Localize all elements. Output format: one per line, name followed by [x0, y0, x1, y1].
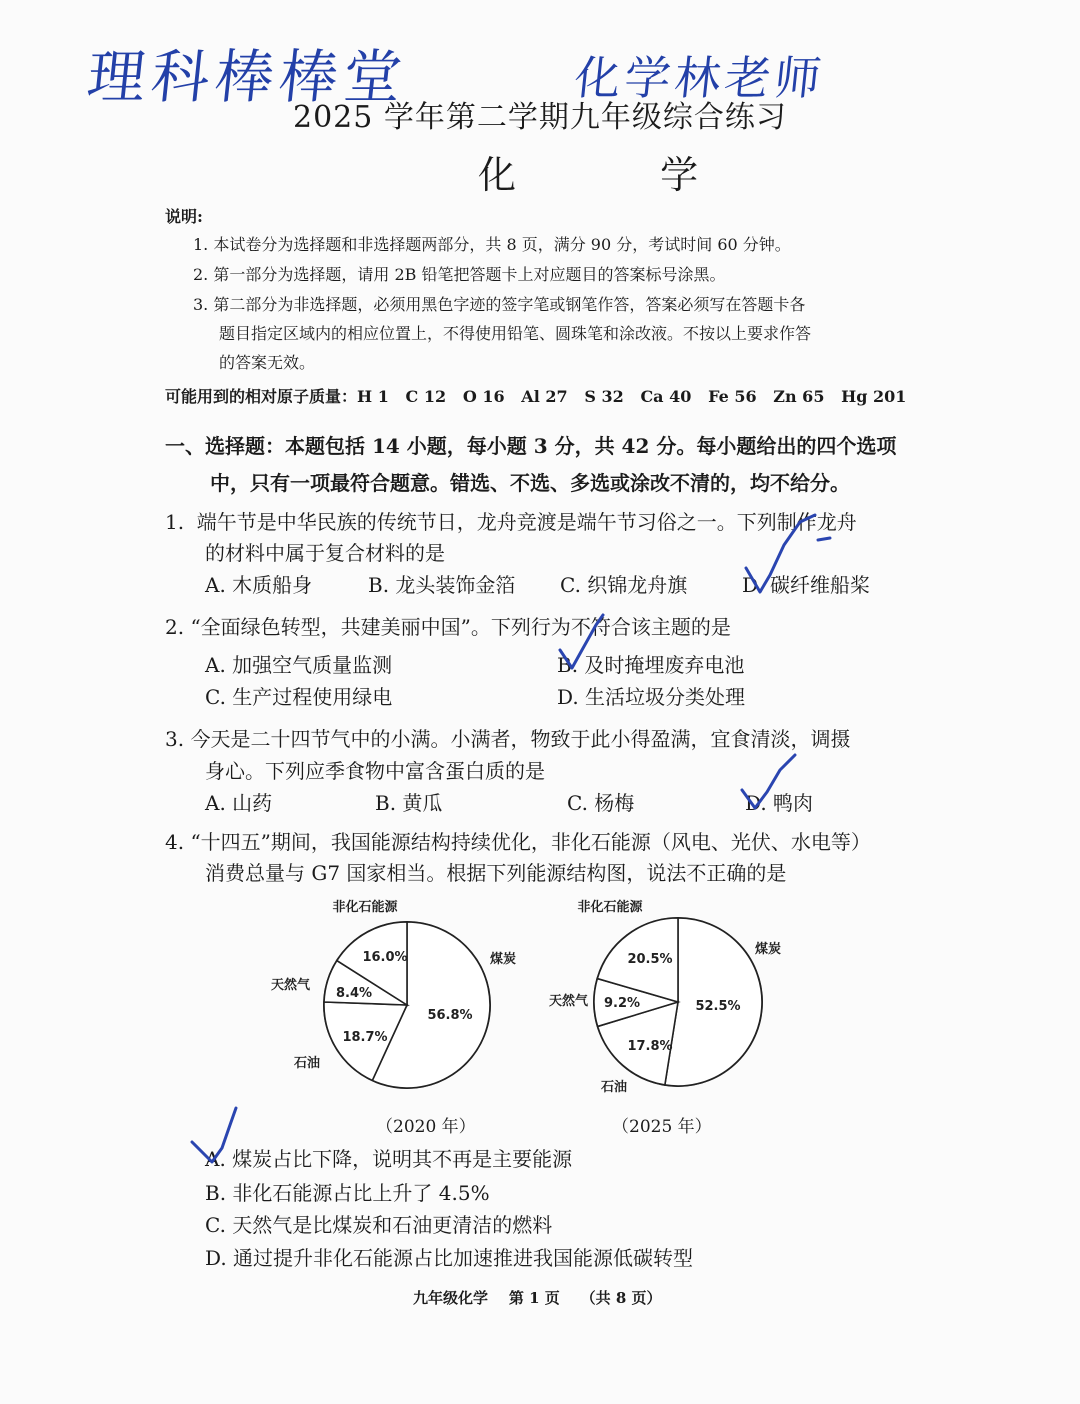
pie-value-label: 20.5% [627, 952, 673, 967]
pie-chart-2020 [270, 895, 520, 1105]
question-2-stem: 2. “全面绿色转型，共建美丽中国”。下列行为不符合该主题的是 [165, 615, 731, 639]
subject-title: 化 学 [478, 153, 739, 197]
question-3-stem: 3. 今天是二十四节气中的小满。小满者，物致于此小得盈满，宜食清淡，调摄 [165, 727, 851, 751]
q4-option-a: A. 煤炭占比下降，说明其不再是主要能源 [205, 1147, 573, 1171]
notes-item-3-cont: 题目指定区域内的相应位置上，不得使用铅笔、圆珠笔和涂改液。不按以上要求作答 [219, 324, 812, 343]
pie-chart-2025 [540, 895, 790, 1105]
pie-category-label: 煤炭 [755, 942, 782, 957]
notes-item-3-end: 的答案无效。 [219, 353, 316, 372]
q3-option-c: C. 杨梅 [567, 791, 635, 815]
question-3-stem-cont: 身心。下列应季食物中富含蛋白质的是 [205, 759, 545, 783]
page-footer: 九年级化学 第 1 页 （共 8 页） [413, 1289, 662, 1307]
pie-category-label: 煤炭 [490, 952, 517, 967]
question-1-stem: 1. 端午节是中华民族的传统节日，龙舟竞渡是端午节习俗之一。下列制作龙舟 [165, 510, 857, 534]
section-heading: 一、选择题：本题包括 14 小题，每小题 3 分，共 42 分。每小题给出的四个选项 [165, 434, 897, 458]
question-4-stem: 4. “十四五”期间，我国能源结构持续优化，非化石能源（风电、光伏、水电等） [165, 830, 871, 854]
notes-heading: 说明: [165, 207, 203, 226]
handwritten-title-left: 理科棒棒堂 [83, 43, 412, 111]
q1-option-d: D. 碳纤维船桨 [742, 573, 871, 597]
pie-category-label: 非化石能源 [332, 900, 398, 915]
q4-option-c: C. 天然气是比煤炭和石油更清洁的燃料 [205, 1213, 553, 1237]
q4-option-d: D. 通过提升非化石能源占比加速推进我国能源低碳转型 [205, 1246, 694, 1270]
notes-item-2: 2. 第一部分为选择题，请用 2B 铅笔把答题卡上对应题目的答案标号涂黑。 [193, 265, 726, 284]
q2-option-a: A. 加强空气质量监测 [205, 653, 393, 677]
pie-value-label: 8.4% [335, 986, 373, 1001]
notes-item-1: 1. 本试卷分为选择题和非选择题两部分，共 8 页，满分 90 分，考试时间 60 分钟。 [193, 235, 791, 254]
q2-option-d: D. 生活垃圾分类处理 [557, 685, 746, 709]
pie-value-label: 9.2% [603, 996, 641, 1011]
q1-option-c: C. 织锦龙舟旗 [560, 573, 688, 597]
q3-option-d: D. 鸭肉 [745, 791, 814, 815]
q3-option-a: A. 山药 [205, 791, 273, 815]
q2-option-b: B. 及时掩埋废弃电池 [557, 653, 745, 677]
question-1-stem-cont: 的材料中属于复合材料的是 [205, 541, 445, 565]
pie-value-label: 52.5% [695, 999, 741, 1014]
section-heading-cont: 中，只有一项最符合题意。错选、不选、多选或涂改不清的，均不给分。 [210, 471, 850, 495]
pie-caption-2025: （2025 年） [612, 1117, 712, 1137]
exam-title: 2025 学年第二学期九年级综合练习 [293, 100, 787, 135]
pie-value-label: 16.0% [362, 950, 408, 965]
q4-option-b: B. 非化石能源占比上升了 4.5% [205, 1181, 490, 1205]
notes-item-3: 3. 第二部分为非选择题，必须用黑色字迹的签字笔或钢笔作答，答案必须写在答题卡各 [193, 295, 806, 314]
question-4-stem-cont: 消费总量与 G7 国家相当。根据下列能源结构图，说法不正确的是 [205, 861, 787, 885]
q3-option-b: B. 黄瓜 [375, 791, 443, 815]
pie-category-label: 非化石能源 [577, 900, 643, 915]
pie-value-label: 18.7% [342, 1030, 388, 1045]
pie-category-label: 天然气 [548, 994, 588, 1009]
q1-option-a: A. 木质船身 [205, 573, 313, 597]
handwritten-title-right: 化学林老师 [571, 51, 828, 105]
pie-category-label: 石油 [600, 1080, 627, 1095]
dash-q1 [818, 538, 830, 540]
pie-category-label: 天然气 [270, 978, 310, 993]
q2-option-c: C. 生产过程使用绿电 [205, 685, 393, 709]
pie-category-label: 石油 [293, 1056, 320, 1071]
pie-caption-2020: （2020 年） [376, 1117, 476, 1137]
q1-option-b: B. 龙头装饰金箔 [368, 573, 516, 597]
pie-value-label: 56.8% [427, 1008, 473, 1023]
atomic-masses: 可能用到的相对原子质量：H 1 C 12 O 16 Al 27 S 32 Ca 40 Fe 56 Zn 65 Hg 201 [165, 387, 907, 406]
pie-value-label: 17.8% [627, 1039, 673, 1054]
